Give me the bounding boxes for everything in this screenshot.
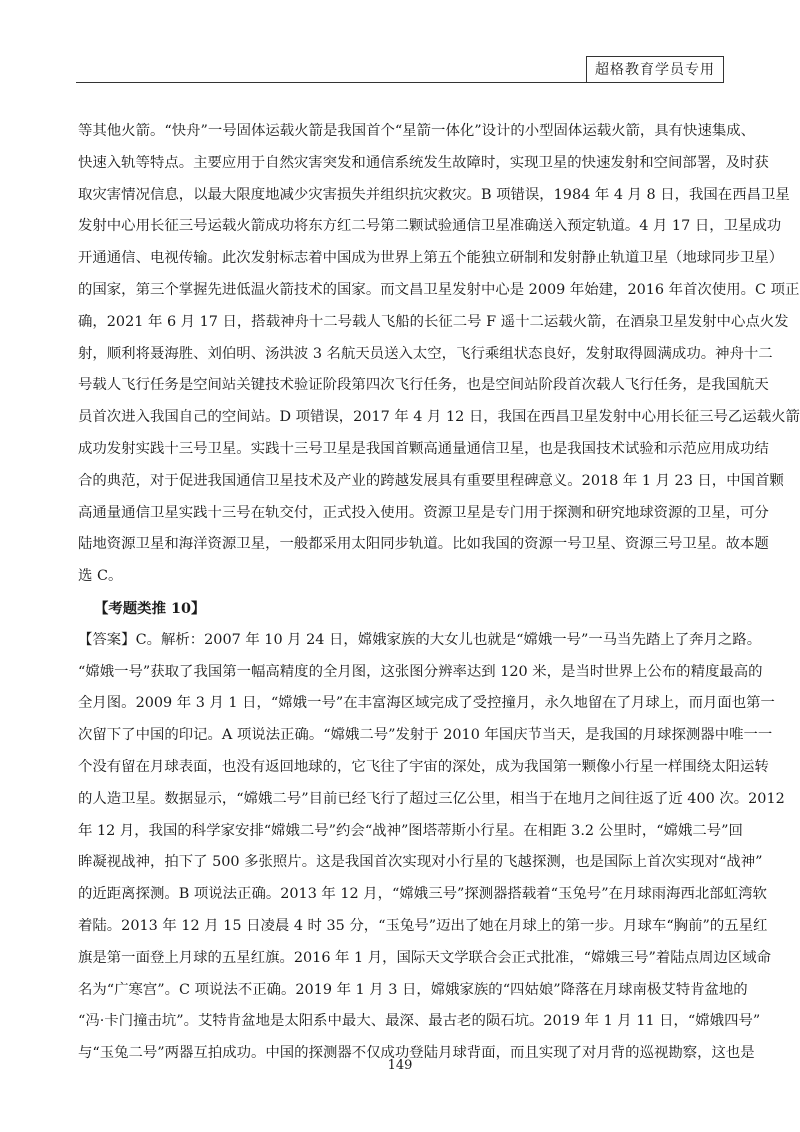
header-tag: 超格教育学员专用 [586,56,724,83]
text-line: 员首次进入我国自己的空间站。D 项错误，2017 年 4 月 12 日，我国在西昌卫星发射中心用长征三号乙运载火箭 [78,409,800,426]
text-line: 等其他火箭。“快舟”一号固体运载火箭是我国首个“星箭一体化”设计的小型固体运载火箭，具有快速集成、 [78,123,756,139]
text-line: 的国家，第三个掌握先进低温火箭技术的国家。而文昌卫星发射中心是 2009 年始建，2016 年首次使用。C 项正 [78,281,800,298]
text-line: 号载人飞行任务是空间站关键技术验证阶段第四次飞行任务，也是空间站阶段首次载人飞行任务，是我国航天 [78,377,769,394]
text-line: 次留下了中国的印记。A 项说法正确。“嫦娥二号”发射于 2010 年国庆节当天，是我国的月球探测器中唯一一 [78,727,773,744]
text-line: 【答案】C。解析：2007 年 10 月 24 日，嫦娥家族的大女儿也就是“嫦娥一号”一马当先踏上了奔月之路。 [78,631,762,648]
text-line: 快速入轨等特点。主要应用于自然灾害突发和通信系统发生故障时，实现卫星的快速发射和空间部署，及时获 [78,154,769,171]
text-line: 高通量通信卫星实践十三号在轨交付，正式投入使用。资源卫星是专门用于探测和研究地球资源的卫星，可分 [78,504,769,521]
text-line: 年 12 月，我国的科学家安排“嫦娥二号”约会“战神”图塔蒂斯小行星。在相距 3.2 公里时，“嫦娥二号”回 [78,822,743,839]
text-line: 射，顺利将聂海胜、刘伯明、汤洪波 3 名航天员送入太空，飞行乘组状态良好，发射取得圆满成功。神舟十二 [78,345,773,362]
text-line: 选 C。 [78,568,123,585]
text-line: 成功发射实践十三号卫星。实践十三号卫星是我国首颗高通量通信卫星，也是我国技术试验和示范应用成功结 [78,440,769,457]
text-line: 陆地资源卫星和海洋资源卫星，一般都采用太阳同步轨道。比如我国的资源一号卫星、资源三号卫星。故本题 [78,536,769,553]
section-heading: 【考题类推 10】 [94,599,206,617]
text-line: 发射中心用长征三号运载火箭成功将东方红二号第二颗试验通信卫星准确送入预定轨道。4 月 17 日，卫星成功 [78,218,782,235]
text-line: 旗是第一面登上月球的五星红旗。2016 年 1 月，国际天文学联合会正式批准，“嫦娥三号”着陆点周边区域命 [78,949,772,966]
text-line: 取灾害情况信息，以最大限度地减少灾害损失并组织抗灾救灾。B 项错误，1984 年 4 月 8 日，我国在西昌卫星 [78,186,790,203]
text-line: 着陆。2013 年 12 月 15 日凌晨 4 时 35 分，“玉兔号”迈出了她在月球上的第一步。月球车“胸前”的五星红 [78,917,768,934]
text-line: “冯·卡门撞击坑”。艾特肯盆地是太阳系中最大、最深、最古老的陨石坑。2019 年 1 月 11 日，“嫦娥四号” [78,1013,761,1030]
text-line: 个没有留在月球表面，也没有返回地球的，它飞往了宇宙的深处，成为我国第一颗像小行星一样围绕太阳运转 [78,758,769,775]
text-line: 的人造卫星。数据显示，“嫦娥二号”目前已经飞行了超过三亿公里，相当于在地月之间往返了近 400 次。2012 [78,790,785,807]
body-text [78,116,800,1070]
text-line: 确，2021 年 6 月 17 日，搭载神舟十二号载人飞船的长征二号 F 遥十二运载火箭，在酒泉卫星发射中心点火发 [78,313,789,330]
text-line: 开通通信、电视传输。此次发射标志着中国成为世界上第五个能独立研制和发射静止轨道卫星（地球同步卫星） [78,250,784,267]
text-line: 合的典范，对于促进我国通信卫星技术及产业的跨越发展具有重要里程碑意义。2018 年 1 月 23 日，中国首颗 [78,472,784,489]
text-line: 的近距离探测。B 项说法正确。2013 年 12 月，“嫦娥三号”探测器搭载着“玉兔号”在月球雨海西北部虹湾软 [78,886,767,903]
header-rule [76,82,724,83]
text-line: “嫦娥一号”获取了我国第一幅高精度的全月图，这张图分辨率达到 120 米，是当时世界上公布的精度最高的 [78,663,763,680]
text-line: 与“玉兔二号”两器互拍成功。中国的探测器不仅成功登陆月球背面，而且实现了对月背的巡视勘察，这也是 [78,1045,755,1062]
text-line: 眸凝视战神，拍下了 500 多张照片。这是我国首次实现对小行星的飞越探测，也是国际上首次实现对“战神” [78,854,763,871]
page-number: 149 [387,1058,413,1073]
text-line: 全月图。2009 年 3 月 1 日，“嫦娥一号”在丰富海区域完成了受控撞月，永久地留在了月球上，而月面也第一 [78,695,775,712]
text-line: 名为“广寒宫”。C 项说法不正确。2019 年 1 月 3 日，嫦娥家族的“四姑娘”降落在月球南极艾特肯盆地的 [78,981,748,998]
